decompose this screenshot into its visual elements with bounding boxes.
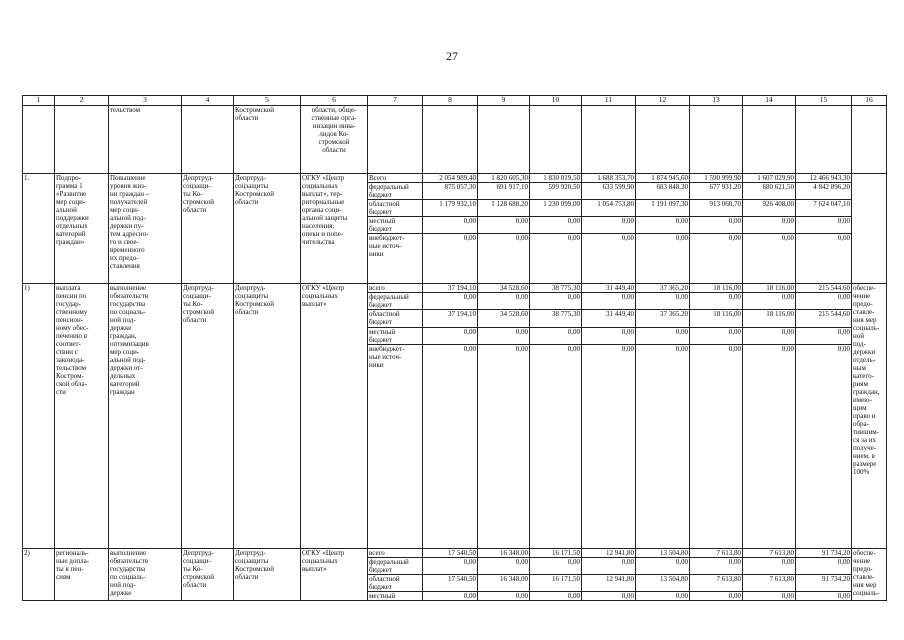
amount-cell: 0,00 — [690, 592, 743, 601]
program-table — [22, 95, 887, 601]
amount-cell: 215 544,60 — [796, 284, 852, 293]
funding-source: областной бюджет — [368, 200, 423, 217]
amount-cell: 0,00 — [796, 345, 852, 549]
amount-cell: 926 408,00 — [743, 200, 796, 217]
coordinator: Депртруд- соцзащи- ты Ко- стромской области — [182, 284, 234, 549]
amount-cell: 91 734,20 — [796, 549, 852, 558]
table-row — [23, 174, 887, 183]
amount-cell: 16 348,00 — [478, 549, 530, 558]
measure-goal: выполнение обязательств государства по социаль- ной под- держке граждан, оптимизация мер соци- альной под- держки от- дельных категорий граждан — [109, 284, 182, 549]
amount-cell: 0,00 — [423, 328, 478, 345]
column-number-16: 16 — [852, 96, 887, 106]
amount-cell: 0,00 — [690, 558, 743, 575]
cont-goal: тельством — [109, 106, 182, 174]
amount-cell: 0,00 — [796, 217, 852, 234]
amount-cell: 1 179 932,10 — [423, 200, 478, 217]
funding-source: федеральный бюджет — [368, 183, 423, 200]
funding-source: федеральный бюджет — [368, 293, 423, 310]
executor: ОГКУ «Центр социальных выплат» — [301, 549, 368, 601]
cont-cell-1 — [23, 106, 55, 174]
row-number: 1) — [23, 284, 55, 549]
amount-cell: 18 116,00 — [690, 310, 743, 328]
responsible: Депртруд- соцзащиты Костромской области — [234, 549, 301, 601]
page-number: 27 — [446, 49, 458, 63]
amount-cell: 7 613,80 — [743, 549, 796, 558]
amount-cell: 1 054 753,80 — [582, 200, 636, 217]
amount-cell: 34 528,60 — [478, 284, 530, 293]
funding-source: всего — [368, 549, 423, 558]
column-number-6: 6 — [301, 96, 368, 106]
amount-cell: 0,00 — [582, 558, 636, 575]
amount-cell: 0,00 — [743, 293, 796, 310]
amount-cell: 0,00 — [530, 328, 582, 345]
funding-source: внебюджет- ные источ- ники — [368, 234, 423, 284]
amount-cell: 875 057,30 — [423, 183, 478, 200]
amount-cell: 0,00 — [636, 234, 690, 284]
amount-cell: 0,00 — [796, 328, 852, 345]
responsible: Депртруд- соцзащиты Костромской области — [234, 284, 301, 549]
amount-cell: 0,00 — [423, 217, 478, 234]
amount-cell: 4 842 896,20 — [796, 183, 852, 200]
expected-result: обеспе- чение предо- ставле- ния мер социаль- — [852, 549, 887, 601]
expected-result: обеспе- чение предо- ставле- ния мер социаль- ной под- держки отдель- ным катего- риям граждан, имею- щим право и обра- тившим- ся за их получе- нием, в размере 100% — [852, 284, 887, 549]
amount-cell: 0,00 — [423, 234, 478, 284]
amount-cell: 91 734,20 — [796, 575, 852, 592]
amount-cell: 1 590 999,90 — [690, 174, 743, 183]
funding-source: всего — [368, 284, 423, 293]
amount-cell: 0,00 — [423, 293, 478, 310]
amount-cell: 17 540,50 — [423, 549, 478, 558]
amount-cell: 34 528,60 — [478, 310, 530, 328]
amount-cell: 31 449,40 — [582, 310, 636, 328]
amount-cell: 0,00 — [690, 345, 743, 549]
amount-cell: 37 365,20 — [636, 284, 690, 293]
amount-cell: 13 504,80 — [636, 549, 690, 558]
amount-cell: 0,00 — [690, 217, 743, 234]
cont-executor: области, обще- ственные орга- низации инва- лидов Ко- стромской области — [301, 106, 368, 174]
amount-cell: 0,00 — [636, 345, 690, 549]
cont-cell-10 — [530, 106, 582, 174]
amount-cell: 38 775,30 — [530, 284, 582, 293]
row-number: 1. — [23, 174, 55, 284]
amount-cell: 0,00 — [478, 234, 530, 284]
amount-cell: 0,00 — [636, 592, 690, 601]
cont-cell-7 — [368, 106, 423, 174]
funding-source: местный бюджет — [368, 217, 423, 234]
cont-cell-14 — [743, 106, 796, 174]
amount-cell: 215 544,60 — [796, 310, 852, 328]
measure-name: региональ- ные допла- ты к пен- сиям — [55, 549, 109, 601]
column-number-15: 15 — [796, 96, 852, 106]
cont-cell-8 — [423, 106, 478, 174]
amount-cell: 0,00 — [478, 328, 530, 345]
amount-cell: 0,00 — [743, 234, 796, 284]
amount-cell: 913 068,70 — [690, 200, 743, 217]
amount-cell: 0,00 — [796, 293, 852, 310]
amount-cell: 677 931,20 — [690, 183, 743, 200]
row-number: 2) — [23, 549, 55, 601]
amount-cell: 38 775,30 — [530, 310, 582, 328]
amount-cell: 17 540,50 — [423, 575, 478, 592]
column-number-4: 4 — [182, 96, 234, 106]
amount-cell: 0,00 — [582, 293, 636, 310]
amount-cell: 18 116,00 — [743, 284, 796, 293]
amount-cell: 1 191 097,30 — [636, 200, 690, 217]
measure-goal: выполнение обязательств государства по социаль- ной под- держке — [109, 549, 182, 601]
funding-source: внебюджет- ные источ- ники — [368, 345, 423, 549]
amount-cell: 12 941,80 — [582, 575, 636, 592]
column-number-14: 14 — [743, 96, 796, 106]
amount-cell: 0,00 — [530, 592, 582, 601]
amount-cell: 0,00 — [796, 558, 852, 575]
amount-cell: 16 171,50 — [530, 575, 582, 592]
amount-cell: 1 830 019,50 — [530, 174, 582, 183]
funding-source: местный — [368, 592, 423, 601]
amount-cell: 599 920,50 — [530, 183, 582, 200]
cont-cell-11 — [582, 106, 636, 174]
amount-cell: 7 613,80 — [690, 575, 743, 592]
amount-cell: 0,00 — [423, 592, 478, 601]
amount-cell: 683 848,30 — [636, 183, 690, 200]
column-number-13: 13 — [690, 96, 743, 106]
executor: ОГКУ «Центр социальных выплат», тер- риториальные органы соци- альной защиты населения, опеки и попе- чительства — [301, 174, 368, 284]
cont-cell-2 — [55, 106, 109, 174]
funding-source: областной бюджет — [368, 575, 423, 592]
amount-cell: 0,00 — [743, 592, 796, 601]
column-number-9: 9 — [478, 96, 530, 106]
cont-responsible: Костромской области — [234, 106, 301, 174]
amount-cell: 0,00 — [478, 293, 530, 310]
amount-cell: 0,00 — [636, 217, 690, 234]
amount-cell: 0,00 — [530, 558, 582, 575]
measure-name: выплата пенсии по государ- ственному пенсион- ному обес- печению в соответ- ствии с законода- тельством Костром- ской обла- сти — [55, 284, 109, 549]
amount-cell: 1 820 605,30 — [478, 174, 530, 183]
amount-cell: 0,00 — [796, 592, 852, 601]
column-number-5: 5 — [234, 96, 301, 106]
amount-cell: 0,00 — [636, 558, 690, 575]
amount-cell: 1 688 353,70 — [582, 174, 636, 183]
amount-cell: 1 607 029,90 — [743, 174, 796, 183]
responsible: Депртруд- соцзащиты Костромской области — [234, 174, 301, 284]
amount-cell: 0,00 — [582, 328, 636, 345]
column-number-1: 1 — [23, 96, 55, 106]
amount-cell: 37 365,20 — [636, 310, 690, 328]
column-number-11: 11 — [582, 96, 636, 106]
amount-cell: 18 116,00 — [743, 310, 796, 328]
cont-cell-16 — [852, 106, 887, 174]
amount-cell: 0,00 — [690, 328, 743, 345]
amount-cell: 0,00 — [478, 592, 530, 601]
amount-cell: 0,00 — [690, 234, 743, 284]
cont-cell-12 — [636, 106, 690, 174]
amount-cell: 0,00 — [423, 558, 478, 575]
amount-cell: 0,00 — [530, 234, 582, 284]
amount-cell: 0,00 — [478, 345, 530, 549]
executor: ОГКУ «Центр социальных выплат» — [301, 284, 368, 549]
cont-cell-4 — [182, 106, 234, 174]
amount-cell: 12 941,80 — [582, 549, 636, 558]
amount-cell: 12 466 943,30 — [796, 174, 852, 183]
amount-cell: 0,00 — [636, 293, 690, 310]
amount-cell: 13 504,80 — [636, 575, 690, 592]
amount-cell: 0,00 — [636, 328, 690, 345]
amount-cell: 0,00 — [478, 558, 530, 575]
amount-cell: 18 116,00 — [690, 284, 743, 293]
amount-cell: 0,00 — [582, 217, 636, 234]
continuation-row — [23, 106, 887, 174]
cont-cell-13 — [690, 106, 743, 174]
amount-cell: 16 171,50 — [530, 549, 582, 558]
expected-result — [852, 174, 887, 284]
amount-cell: 0,00 — [690, 293, 743, 310]
table-row — [23, 549, 887, 558]
column-number-7: 7 — [368, 96, 423, 106]
measure-name: Подпро- грамма 1 «Развитие мер соци- альной поддержки отдельных категорий граждан» — [55, 174, 109, 284]
amount-cell: 1 128 688,20 — [478, 200, 530, 217]
amount-cell: 0,00 — [743, 328, 796, 345]
amount-cell: 37 194,10 — [423, 284, 478, 293]
amount-cell: 680 621,50 — [743, 183, 796, 200]
amount-cell: 31 449,40 — [582, 284, 636, 293]
amount-cell: 1 874 945,60 — [636, 174, 690, 183]
amount-cell: 0,00 — [582, 592, 636, 601]
amount-cell: 0,00 — [582, 234, 636, 284]
amount-cell: 16 348,00 — [478, 575, 530, 592]
amount-cell: 37 194,10 — [423, 310, 478, 328]
amount-cell: 7 613,80 — [690, 549, 743, 558]
amount-cell: 0,00 — [423, 345, 478, 549]
funding-source: областной бюджет — [368, 310, 423, 328]
coordinator: Депртруд- соцзащи- ты Ко- стромской области — [182, 174, 234, 284]
funding-source: федеральный бюджет — [368, 558, 423, 575]
column-number-3: 3 — [109, 96, 182, 106]
amount-cell: 7 613,80 — [743, 575, 796, 592]
amount-cell: 0,00 — [796, 234, 852, 284]
amount-cell: 0,00 — [582, 345, 636, 549]
funding-source: Всего — [368, 174, 423, 183]
cont-cell-15 — [796, 106, 852, 174]
amount-cell: 691 917,10 — [478, 183, 530, 200]
funding-source: местный бюджет — [368, 328, 423, 345]
column-number-12: 12 — [636, 96, 690, 106]
amount-cell: 1 230 099,00 — [530, 200, 582, 217]
coordinator: Депртруд- соцзащи- ты Ко- стромской области — [182, 549, 234, 601]
amount-cell: 0,00 — [743, 217, 796, 234]
column-number-10: 10 — [530, 96, 582, 106]
cont-cell-9 — [478, 106, 530, 174]
amount-cell: 0,00 — [478, 217, 530, 234]
table-row — [23, 284, 887, 293]
amount-cell: 0,00 — [530, 217, 582, 234]
column-number-row — [23, 96, 887, 106]
column-number-2: 2 — [55, 96, 109, 106]
measure-goal: Повышение уровня жиз- ни граждан – получателей мер соци- альной под- держки пу- тем адресно- го и свое- временного их предо- ставления — [109, 174, 182, 284]
amount-cell: 2 054 989,40 — [423, 174, 478, 183]
amount-cell: 7 624 047,10 — [796, 200, 852, 217]
column-number-8: 8 — [423, 96, 478, 106]
amount-cell: 0,00 — [743, 345, 796, 549]
amount-cell: 0,00 — [530, 345, 582, 549]
amount-cell: 0,00 — [743, 558, 796, 575]
amount-cell: 633 599,90 — [582, 183, 636, 200]
amount-cell: 0,00 — [530, 293, 582, 310]
